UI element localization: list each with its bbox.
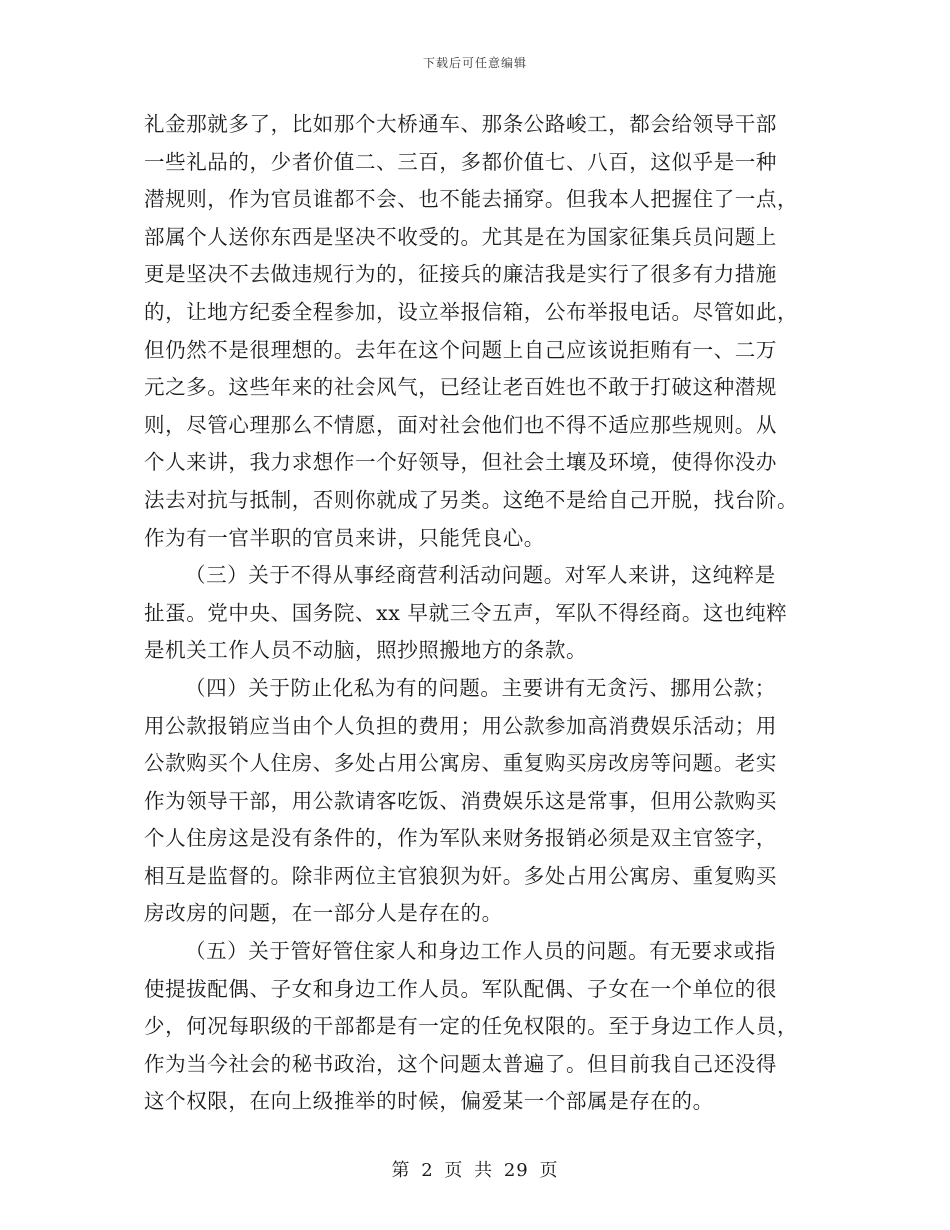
text-line: 扯蛋。党中央、国务院、xx 早就三令五声，军队不得经商。这也纯粹 — [144, 600, 788, 625]
paragraph-start-line: （三）关于不得从事经商营利活动问题。对军人来讲，这纯粹是 — [185, 563, 776, 588]
text-line: 作为领导干部，用公款请客吃饭、消费娱乐这是常事，但用公款购买 — [144, 788, 777, 813]
text-line: 的，让地方纪委全程参加，设立举报信箱，公布举报电话。尽管如此， — [144, 299, 799, 324]
page-footer: 第 2 页 共 29 页 — [391, 1160, 559, 1181]
text-line: 作为当今社会的秘书政治，这个问题太普遍了。但目前我自己还没得 — [144, 1051, 777, 1076]
text-line: 部属个人送你东西是坚决不收受的。尤其是在为国家征集兵员问题上 — [144, 224, 777, 249]
text-line: 少，何况每职级的干部都是有一定的任免权限的。至于身边工作人员， — [144, 1014, 799, 1039]
text-line: 更是坚决不去做违规行为的，征接兵的廉洁我是实行了很多有力措施 — [144, 262, 777, 287]
paragraph-start-line: （五）关于管好管住家人和身边工作人员的问题。有无要求或指 — [185, 939, 776, 964]
text-line: 房改房的问题，在一部分人是存在的。 — [144, 901, 503, 926]
text-line: 法去对抗与抵制，否则你就成了另类。这绝不是给自己开脱，找台阶。 — [144, 487, 799, 512]
text-line: 礼金那就多了，比如那个大桥通车、那条公路峻工，都会给领导干部 — [144, 112, 777, 136]
text-line: 是机关工作人员不动脑，照抄照搬地方的条款。 — [144, 638, 588, 663]
text-line: 用公款报销应当由个人负担的费用；用公款参加高消费娱乐活动；用 — [144, 713, 777, 738]
text-line: 相互是监督的。除非两位主官狼狈为奸。多处占用公寓房、重复购买 — [144, 863, 777, 888]
text-line: 个人住房这是没有条件的，作为军队来财务报销必须是双主官签字， — [144, 826, 777, 851]
page-header: 下载后可任意编辑 — [422, 56, 527, 70]
text-line: 公款购买个人住房、多处占用公寓房、重复购买房改房等问题。老实 — [144, 751, 777, 776]
text-line: 潜规则，作为官员谁都不会、也不能去捅穿。但我本人把握住了一点， — [144, 187, 799, 212]
paragraph-start-line: （四）关于防止化私为有的问题。主要讲有无贪污、挪用公款； — [185, 675, 776, 700]
document-body — [144, 106, 808, 1121]
text-line: 则，尽管心理那么不情愿，面对社会他们也不得不适应那些规则。从 — [144, 412, 777, 437]
text-line: 个人来讲，我力求想作一个好领导，但社会土壤及环境，使得你没办 — [144, 450, 777, 475]
text-line: 这个权限，在向上级推举的时候，偏爱某一个部属是存在的。 — [144, 1089, 714, 1114]
text-line: 使提拔配偶、子女和身边工作人员。军队配偶、子女在一个单位的很 — [144, 976, 777, 1001]
text-line: 作为有一官半职的官员来讲，只能凭良心。 — [144, 525, 545, 550]
text-line: 一些礼品的，少者价值二、三百，多都价值七、八百，这似乎是一种 — [144, 149, 777, 174]
text-line: 元之多。这些年来的社会风气，已经让老百姓也不敢于打破这种潜规 — [144, 375, 777, 400]
text-line: 但仍然不是很理想的。去年在这个问题上自己应该说拒贿有一、二万 — [144, 337, 777, 362]
